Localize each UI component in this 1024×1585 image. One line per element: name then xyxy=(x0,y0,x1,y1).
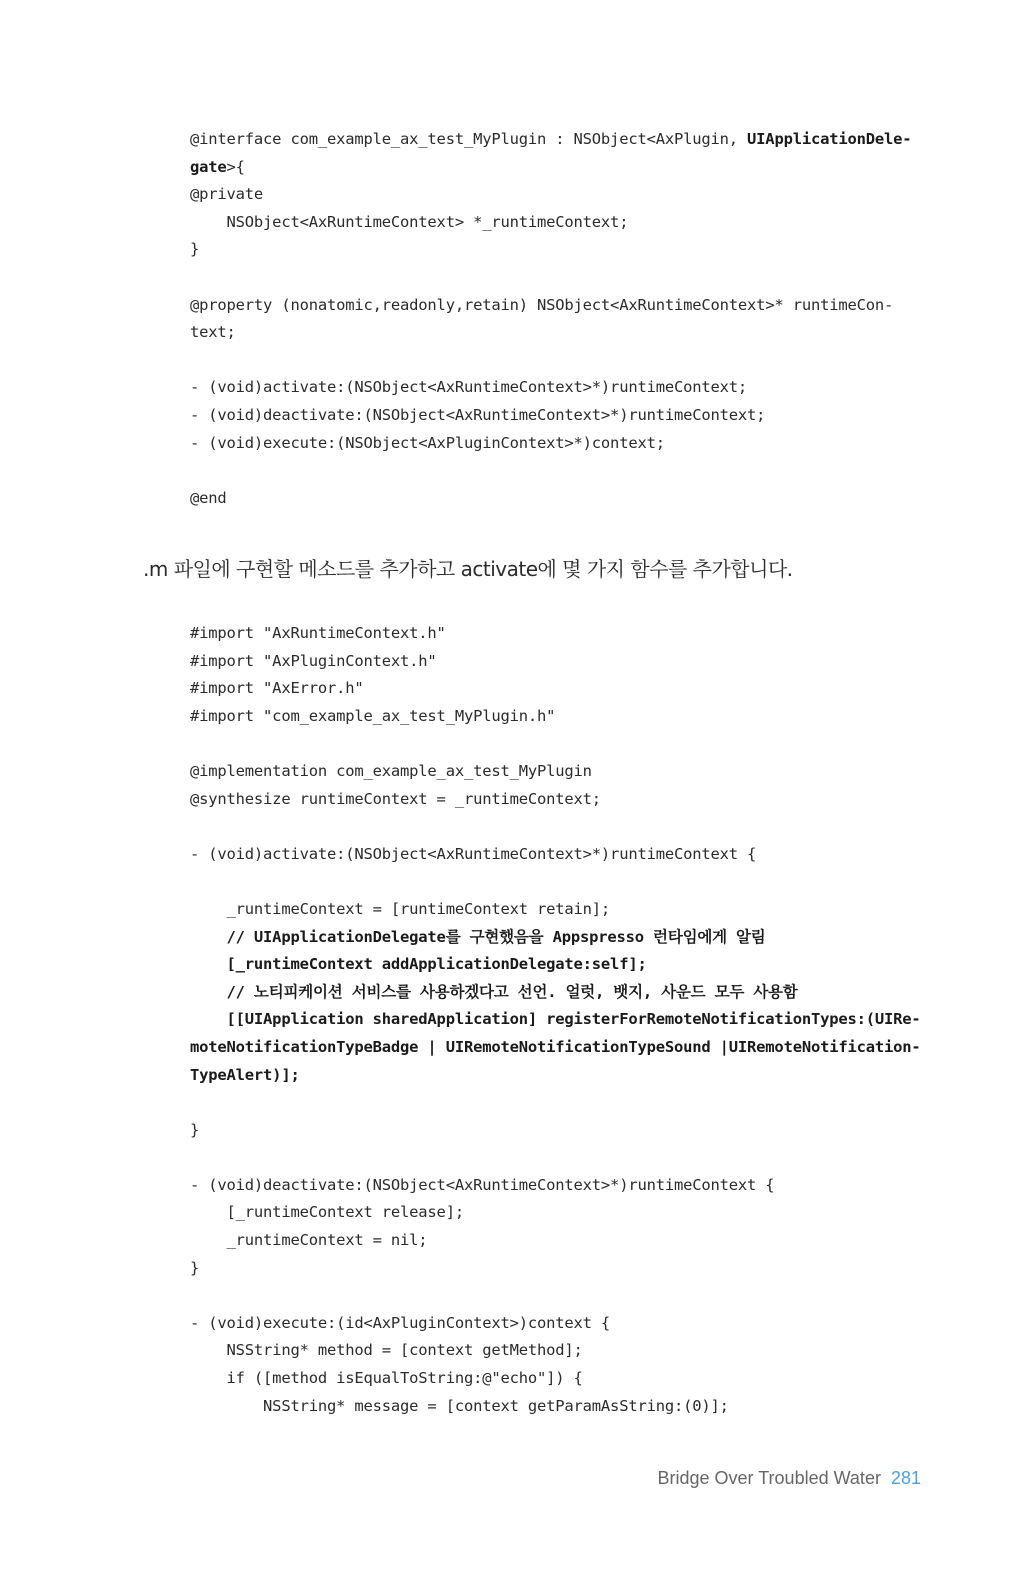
code-fragment: } xyxy=(190,240,200,259)
code-line xyxy=(190,264,911,292)
code-fragment: // 노티피케이션 서비스를 사용하겠다고 선언. 얼럿, 뱃지, 사운드 모두 사용함 xyxy=(190,982,798,1001)
code-line xyxy=(190,703,921,731)
code-line xyxy=(190,758,921,786)
code-line xyxy=(190,1255,921,1283)
code-line xyxy=(190,209,911,237)
code-line xyxy=(190,374,911,402)
code-line xyxy=(190,402,911,430)
code-line xyxy=(190,1199,921,1227)
code-line xyxy=(190,1089,921,1117)
code-fragment: UIApplicationDele- xyxy=(747,130,912,148)
code-line xyxy=(190,813,921,841)
code-line xyxy=(190,1227,921,1255)
code-fragment: [[UIApplication sharedApplication] registerForRemoteNotificationTypes:(UIRe- xyxy=(190,1010,921,1029)
code-fragment: - (void)activate:(NSObject<AxRuntimeContext>*)runtimeContext; xyxy=(190,378,748,397)
code-line xyxy=(190,1006,921,1034)
page-number: 281 xyxy=(890,1468,921,1488)
code-line xyxy=(190,1365,921,1393)
code-fragment: text; xyxy=(190,323,236,342)
footer-book-title: Bridge Over Troubled Water xyxy=(657,1468,881,1488)
code-line xyxy=(190,430,911,458)
code-fragment: if ([method isEqualToString:@"echo"]) { xyxy=(190,1369,583,1388)
code-fragment: NSString* message = [context getParamAsString:(0)]; xyxy=(190,1396,729,1415)
code-fragment: gate xyxy=(190,157,227,176)
code-line xyxy=(190,1117,921,1145)
page-footer xyxy=(658,1468,921,1489)
code-line xyxy=(190,457,911,485)
code-fragment: [_runtimeContext release]; xyxy=(190,1203,464,1222)
code-fragment: } xyxy=(190,1258,200,1277)
code-line xyxy=(190,154,911,182)
code-line xyxy=(190,319,911,347)
code-line xyxy=(190,292,911,320)
code-fragment: - (void)execute:(NSObject<AxPluginContext>*)context; xyxy=(190,433,665,452)
code-line xyxy=(190,1337,921,1365)
code-fragment: @synthesize runtimeContext = _runtimeContext; xyxy=(190,789,601,808)
code-fragment: @interface com_example_ax_test_MyPlugin : NSObject<AxPlugin, xyxy=(190,130,748,148)
code-line xyxy=(190,868,921,896)
code-line xyxy=(190,951,921,979)
code-line xyxy=(190,1393,921,1421)
code-fragment: @private xyxy=(190,185,264,204)
code-fragment: NSObject<AxRuntimeContext> *_runtimeContext; xyxy=(190,212,629,231)
code-fragment: @end xyxy=(190,488,227,507)
code-fragment: } xyxy=(190,1120,200,1139)
code-line xyxy=(190,841,921,869)
code-line xyxy=(190,979,921,1007)
code-fragment: _runtimeContext = [runtimeContext retain]; xyxy=(190,899,611,918)
code-line xyxy=(190,620,921,648)
code-line xyxy=(190,924,921,952)
code-fragment: TypeAlert)]; xyxy=(190,1065,300,1084)
code-line xyxy=(190,126,911,154)
code-line xyxy=(190,1282,921,1310)
code-line xyxy=(190,1310,921,1338)
code-fragment: NSString* method = [context getMethod]; xyxy=(190,1341,583,1360)
code-fragment: @implementation com_example_ax_test_MyPlugin xyxy=(190,761,592,780)
code-line xyxy=(190,648,921,676)
code-fragment: [_runtimeContext addApplicationDelegate:self]; xyxy=(190,955,647,974)
code-line xyxy=(190,896,921,924)
code-fragment: #import "AxError.h" xyxy=(190,679,364,698)
code-fragment: @property (nonatomic,readonly,retain) NSObject<AxRuntimeContext>* runtimeCon- xyxy=(190,295,894,314)
code-line xyxy=(190,786,921,814)
code-line xyxy=(190,347,911,375)
code-line xyxy=(190,1062,921,1090)
code-fragment: - (void)deactivate:(NSObject<AxRuntimeContext>*)runtimeContext; xyxy=(190,405,766,424)
code-fragment: #import "com_example_ax_test_MyPlugin.h" xyxy=(190,706,556,725)
code-line xyxy=(190,236,911,264)
code-fragment: #import "AxPluginContext.h" xyxy=(190,651,437,670)
code-block-implementation xyxy=(190,620,921,1420)
code-fragment: _runtimeContext = nil; xyxy=(190,1231,428,1250)
code-fragment: >{ xyxy=(226,157,245,176)
code-line xyxy=(190,675,921,703)
code-fragment: - (void)deactivate:(NSObject<AxRuntimeContext>*)runtimeContext { xyxy=(190,1175,775,1194)
code-fragment: - (void)activate:(NSObject<AxRuntimeContext>*)runtimeContext { xyxy=(190,844,757,863)
body-paragraph: .m 파일에 구현할 메소드를 추가하고 activate에 몇 가지 함수를 추가합니다. xyxy=(143,557,793,581)
code-fragment: #import "AxRuntimeContext.h" xyxy=(190,624,446,642)
code-fragment: moteNotificationTypeBadge | UIRemoteNotificationTypeSound |UIRemoteNotification- xyxy=(190,1037,921,1056)
code-fragment: - (void)execute:(id<AxPluginContext>)context { xyxy=(190,1313,611,1332)
code-block-interface xyxy=(190,126,911,512)
code-line xyxy=(190,181,911,209)
code-line xyxy=(190,1144,921,1172)
code-line xyxy=(190,730,921,758)
code-line xyxy=(190,1172,921,1200)
code-fragment: // UIApplicationDelegate를 구현했음을 Appspresso 런타임에게 알림 xyxy=(190,927,766,946)
code-line xyxy=(190,485,911,513)
code-line xyxy=(190,1034,921,1062)
